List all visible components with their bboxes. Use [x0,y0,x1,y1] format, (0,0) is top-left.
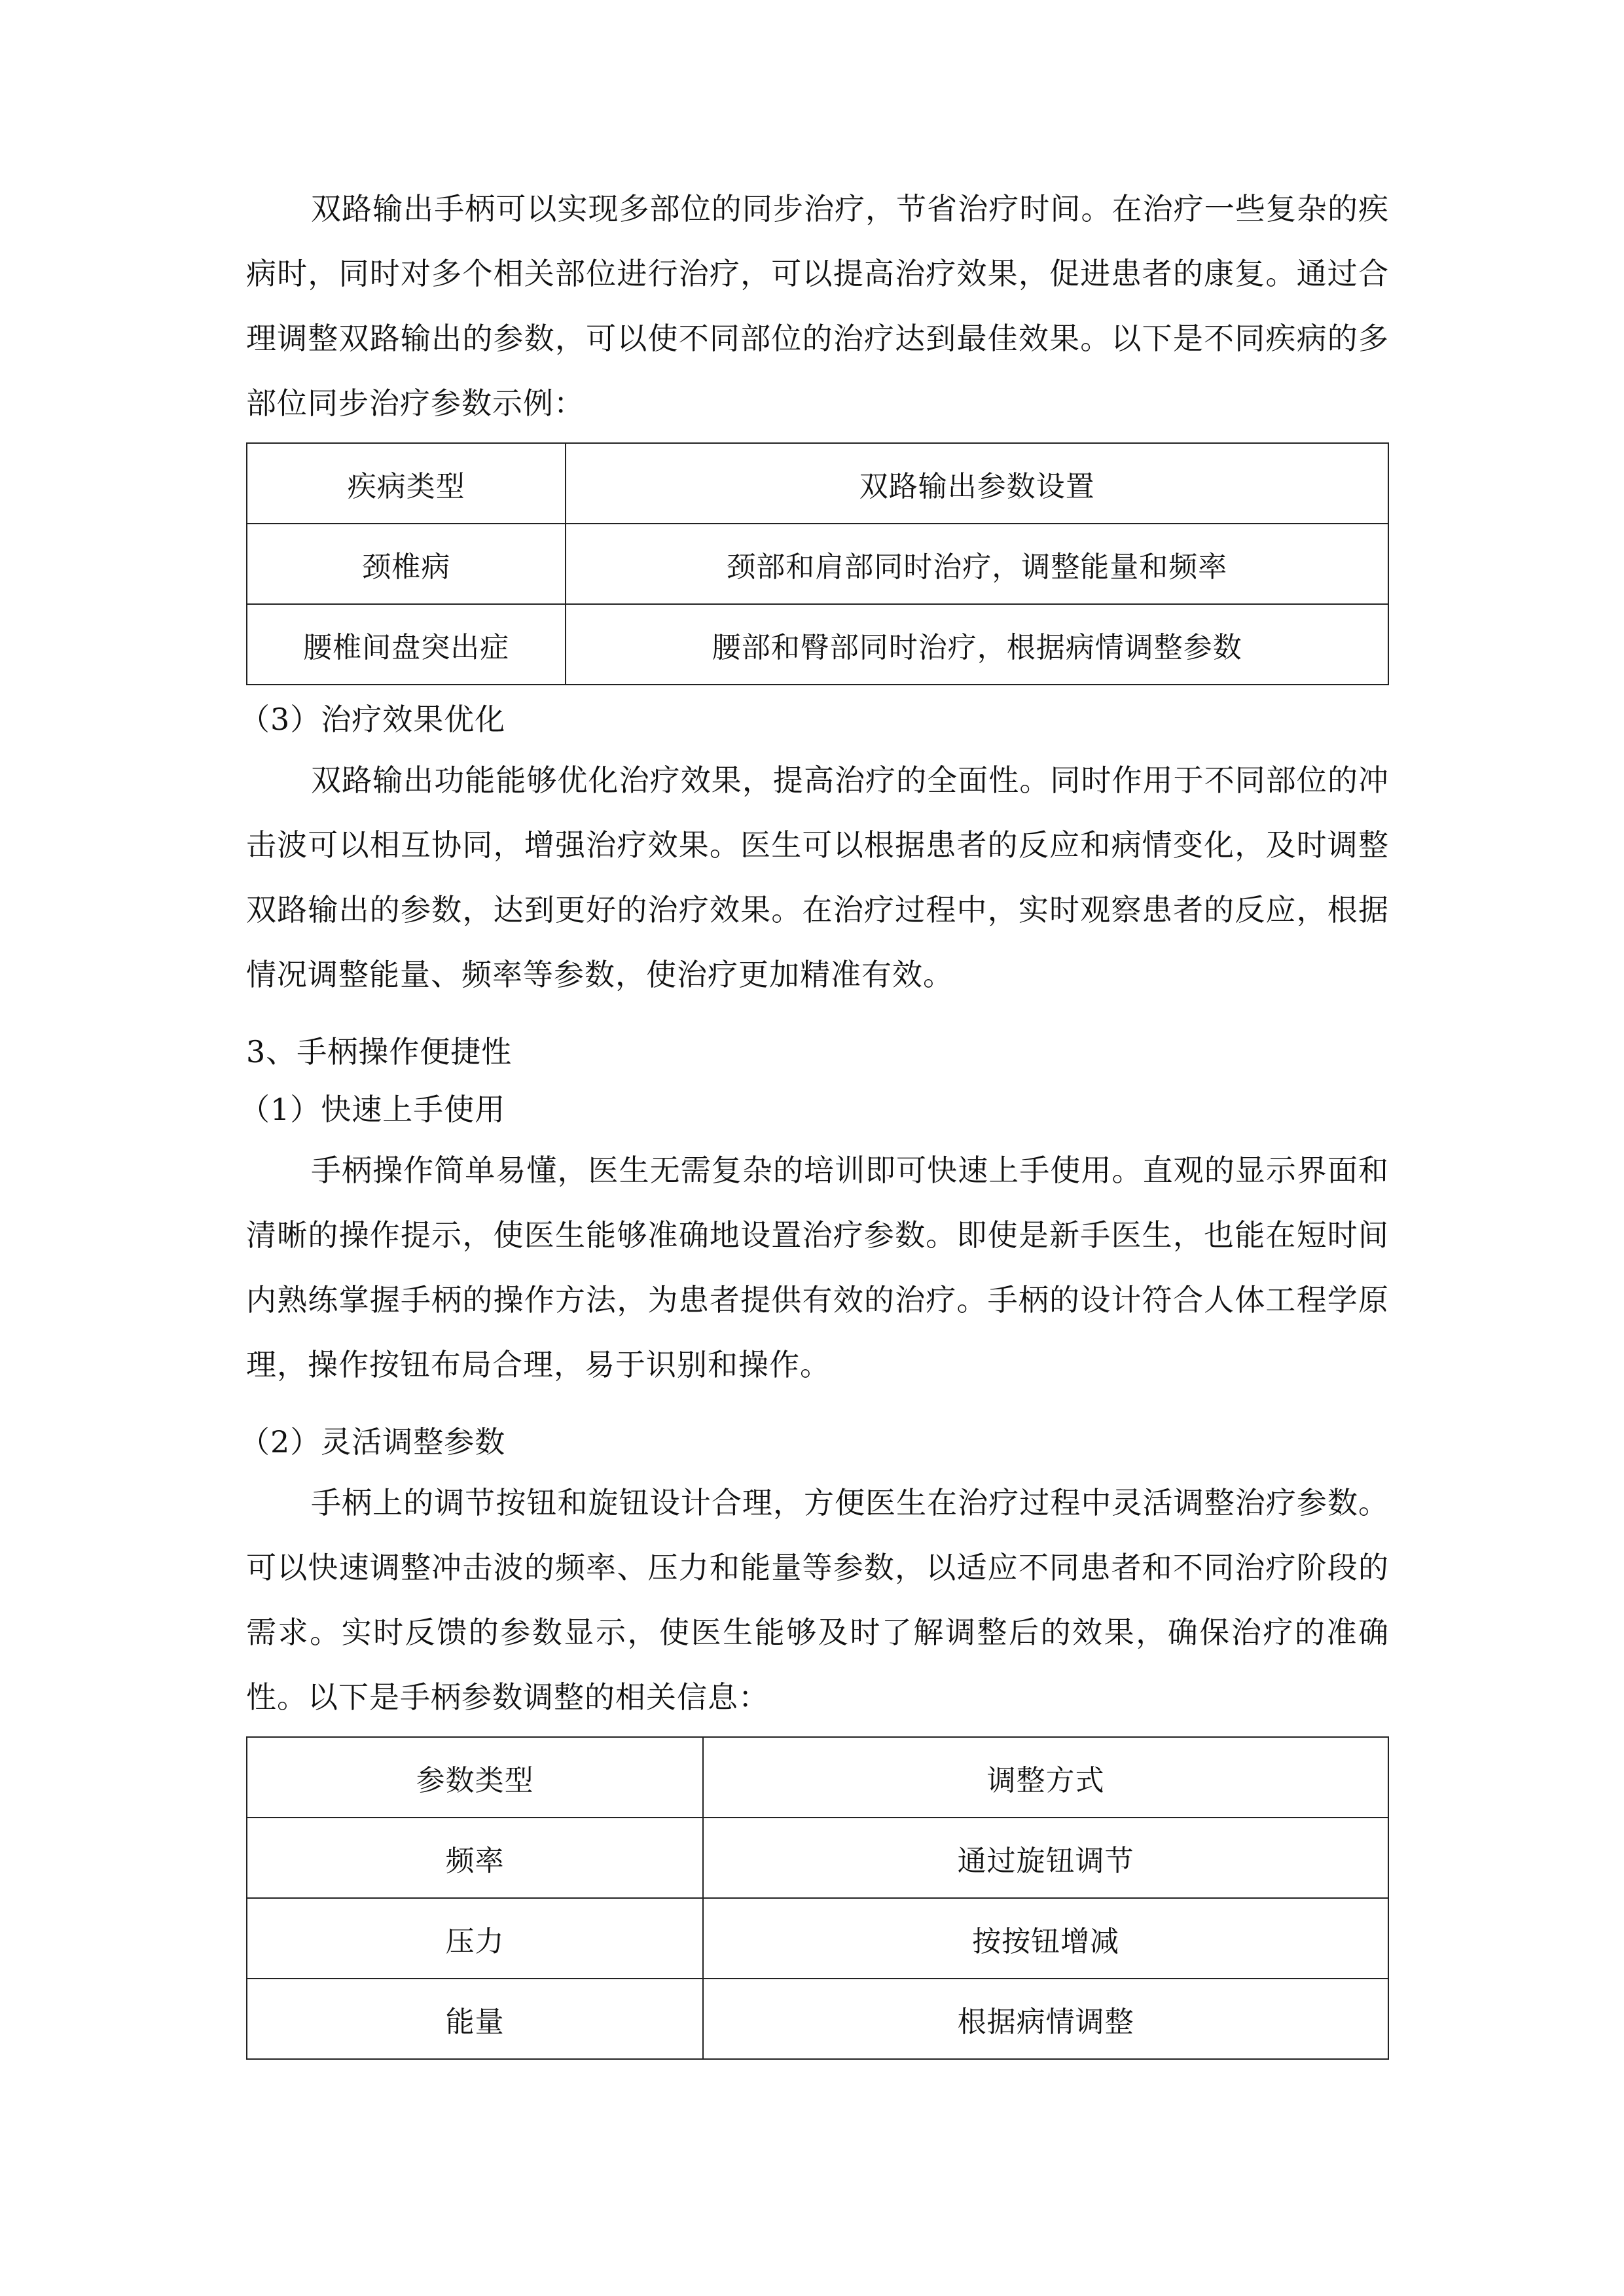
table-header-cell: 双路输出参数设置 [566,443,1388,524]
table-cell: 颈椎病 [247,524,566,604]
section-heading-flexible-adjust: （2）灵活调整参数 [240,1424,506,1460]
optimization-paragraph: 双路输出功能能够优化治疗效果，提高治疗的全面性。同时作用于不同部位的冲击波可以相互协同，增强治疗效果。医生可以根据患者的反应和病情变化，及时调整双路输出的参数，达到更好的治疗效果。在治疗过程中，实时观察患者的反应，根据情况调整能量、频率等参数，使治疗更加精准有效。 [246,762,1389,992]
table-cell: 能量 [247,1979,703,2059]
table-row [247,1818,1388,1898]
table-cell: 腰椎间盘突出症 [247,604,566,685]
table-row [247,604,1388,685]
flexible-adjust-paragraph: 手柄上的调节按钮和旋钮设计合理，方便医生在治疗过程中灵活调整治疗参数。可以快速调整冲击波的频率、压力和能量等参数，以适应不同患者和不同治疗阶段的需求。实时反馈的参数显示，使医生能够及时了解调整后的效果，确保治疗的准确性。以下是手柄参数调整的相关信息： [246,1485,1389,1715]
table-cell: 颈部和肩部同时治疗，调整能量和频率 [566,524,1388,604]
table-header-cell: 疾病类型 [247,443,566,524]
table-cell: 通过旋钮调节 [703,1818,1388,1898]
table-cell: 频率 [247,1818,703,1898]
table-row [247,1979,1388,2059]
table-header-cell: 调整方式 [703,1737,1388,1818]
table-header-row [247,1737,1388,1818]
document-page [240,177,1389,2065]
table-row [247,1898,1388,1979]
disease-parameter-table [246,442,1389,685]
table-cell: 根据病情调整 [703,1979,1388,2059]
table-row [247,524,1388,604]
parameter-adjust-table [246,1736,1389,2060]
table-header-row [247,443,1388,524]
main-heading-handle-convenience: 3、手柄操作便捷性 [246,1034,513,1069]
intro-paragraph: 双路输出手柄可以实现多部位的同步治疗，节省治疗时间。在治疗一些复杂的疾病时，同时对多个相关部位进行治疗，可以提高治疗效果，促进患者的康复。通过合理调整双路输出的参数，可以使不同部位的治疗达到最佳效果。以下是不同疾病的多部位同步治疗参数示例： [246,191,1389,421]
section-heading-optimization: （3）治疗效果优化 [240,702,506,737]
table-cell: 压力 [247,1898,703,1979]
table-header-cell: 参数类型 [247,1737,703,1818]
table-cell: 按按钮增减 [703,1898,1388,1979]
quick-start-paragraph: 手柄操作简单易懂，医生无需复杂的培训即可快速上手使用。直观的显示界面和清晰的操作提示，使医生能够准确地设置治疗参数。即使是新手医生，也能在短时间内熟练掌握手柄的操作方法，为患者提供有效的治疗。手柄的设计符合人体工程学原理，操作按钮布局合理，易于识别和操作。 [246,1153,1389,1382]
table-cell: 腰部和臀部同时治疗，根据病情调整参数 [566,604,1388,685]
section-heading-quick-start: （1）快速上手使用 [240,1092,506,1127]
